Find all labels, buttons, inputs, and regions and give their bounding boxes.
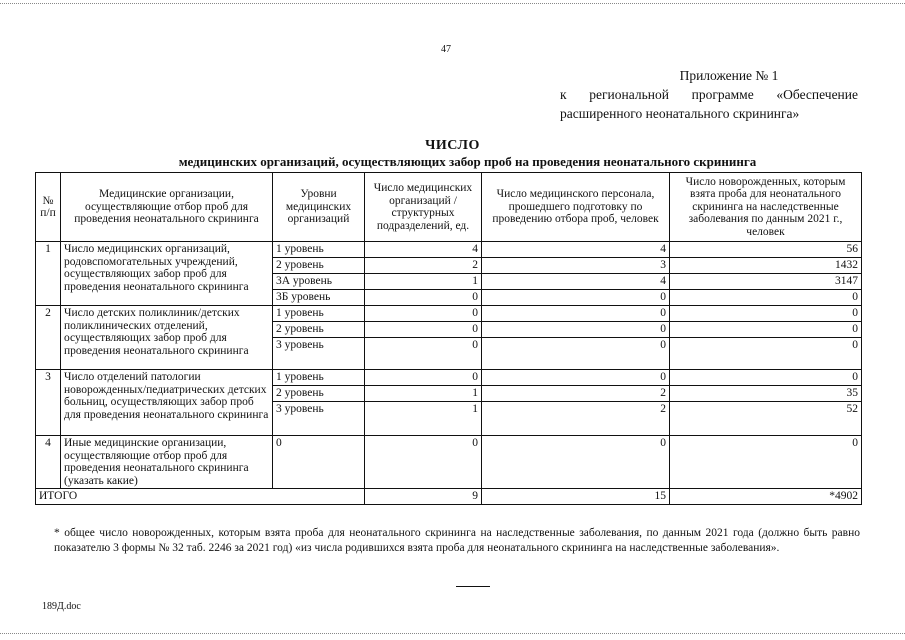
document-title: ЧИСЛО	[425, 138, 480, 153]
table-row	[36, 306, 862, 322]
top-scan-edge	[0, 3, 905, 4]
row-staff: 4	[482, 242, 670, 258]
bottom-scan-edge	[0, 633, 905, 634]
row-org: Число детских поликлиник/детских поликлинических отделений, осуществляющих забор проб для проведения неонатального скрининга	[61, 306, 273, 370]
row-orgs-count: 0	[365, 436, 482, 489]
row-orgs-count: 1	[365, 274, 482, 290]
row-num: 1	[36, 242, 61, 306]
footer-rule	[456, 586, 490, 587]
total-row	[36, 489, 862, 505]
row-newborns: 0	[670, 338, 862, 370]
row-orgs-count: 0	[365, 322, 482, 338]
row-newborns: 56	[670, 242, 862, 258]
row-level: 1 уровень	[273, 242, 365, 258]
table-header-row	[36, 173, 862, 242]
total-staff: 15	[482, 489, 670, 505]
row-staff: 3	[482, 258, 670, 274]
footnote-text: * общее число новорожденных, которым взята проба для неонатального скрининга на наследственные заболевания, по данным 2021 года (должно быть равно показателю 3 формы № 32 таб. 2246 за 2021 год) «из числа родившихся взята проба для неонатального скрининга на наследственные заболевания».	[54, 527, 860, 554]
total-newborns: *4902	[670, 489, 862, 505]
row-org: Число медицинских организаций, родовспомогательных учреждений, осуществляющих забор проб для проведения неонатального скрининга	[61, 242, 273, 306]
appendix-line-2: к региональной программе «Обеспечение	[560, 87, 858, 102]
row-num: 3	[36, 370, 61, 436]
row-level: 3Б уровень	[273, 290, 365, 306]
row-num: 2	[36, 306, 61, 370]
row-newborns: 3147	[670, 274, 862, 290]
row-level: 1 уровень	[273, 370, 365, 386]
table-row	[36, 370, 862, 386]
document-subtitle: медицинских организаций, осуществляющих забор проб на проведения неонатального скрининга	[178, 154, 757, 169]
row-newborns: 0	[670, 436, 862, 489]
row-level: 2 уровень	[273, 258, 365, 274]
row-staff: 0	[482, 322, 670, 338]
header-org: Медицинские организации, осуществляющие отбор проб для проведения неонатального скрининга	[61, 173, 273, 242]
row-newborns: 52	[670, 402, 862, 436]
screening-table	[35, 172, 862, 505]
row-org: Число отделений патологии новорожденных/педиатрических детских больниц, осуществляющих забор проб для проведения неонатального скрининга	[61, 370, 273, 436]
row-staff: 2	[482, 386, 670, 402]
row-newborns: 0	[670, 290, 862, 306]
row-level: 1 уровень	[273, 306, 365, 322]
row-orgs-count: 2	[365, 258, 482, 274]
row-level: 2 уровень	[273, 386, 365, 402]
row-level: 3 уровень	[273, 338, 365, 370]
row-staff: 4	[482, 274, 670, 290]
row-staff: 0	[482, 306, 670, 322]
row-org: Иные медицинские организации, осуществляющие отбор проб для проведения неонатального скрининга (указать какие)	[61, 436, 273, 489]
header-orgs-count: Число медицинских организаций / структурных подразделений, ед.	[365, 173, 482, 242]
row-orgs-count: 1	[365, 402, 482, 436]
header-newborns: Число новорожденных, которым взята проба для неонатального скрининга на наследственные заболевания по данным 2021 г., человек	[670, 173, 862, 242]
row-staff: 0	[482, 290, 670, 306]
row-orgs-count: 0	[365, 370, 482, 386]
row-newborns: 0	[670, 306, 862, 322]
row-orgs-count: 0	[365, 306, 482, 322]
footnote	[40, 526, 860, 556]
table-row	[36, 242, 862, 258]
row-orgs-count: 1	[365, 386, 482, 402]
row-newborns: 0	[670, 370, 862, 386]
row-newborns: 1432	[670, 258, 862, 274]
appendix-line-1: Приложение № 1	[679, 68, 779, 83]
header-num: № п/п	[36, 173, 61, 242]
header-staff: Число медицинского персонала, прошедшего подготовку по проведению отбора проб, человек	[482, 173, 670, 242]
page-number: 47	[441, 44, 451, 55]
row-orgs-count: 0	[365, 290, 482, 306]
row-newborns: 35	[670, 386, 862, 402]
appendix-line-3: расширенного неонатального скрининга»	[560, 106, 800, 121]
document-filename: 189Д.doc	[42, 601, 81, 612]
row-staff: 0	[482, 370, 670, 386]
row-num: 4	[36, 436, 61, 489]
row-staff: 0	[482, 338, 670, 370]
row-level: 2 уровень	[273, 322, 365, 338]
total-orgs-count: 9	[365, 489, 482, 505]
row-staff: 2	[482, 402, 670, 436]
row-orgs-count: 4	[365, 242, 482, 258]
row-orgs-count: 0	[365, 338, 482, 370]
row-staff: 0	[482, 436, 670, 489]
total-label: ИТОГО	[36, 489, 365, 505]
row-level: 0	[273, 436, 365, 489]
header-level: Уровни медицинских организаций	[273, 173, 365, 242]
row-level: 3А уровень	[273, 274, 365, 290]
table-row	[36, 436, 862, 489]
appendix-header	[560, 66, 858, 123]
row-newborns: 0	[670, 322, 862, 338]
row-level: 3 уровень	[273, 402, 365, 436]
